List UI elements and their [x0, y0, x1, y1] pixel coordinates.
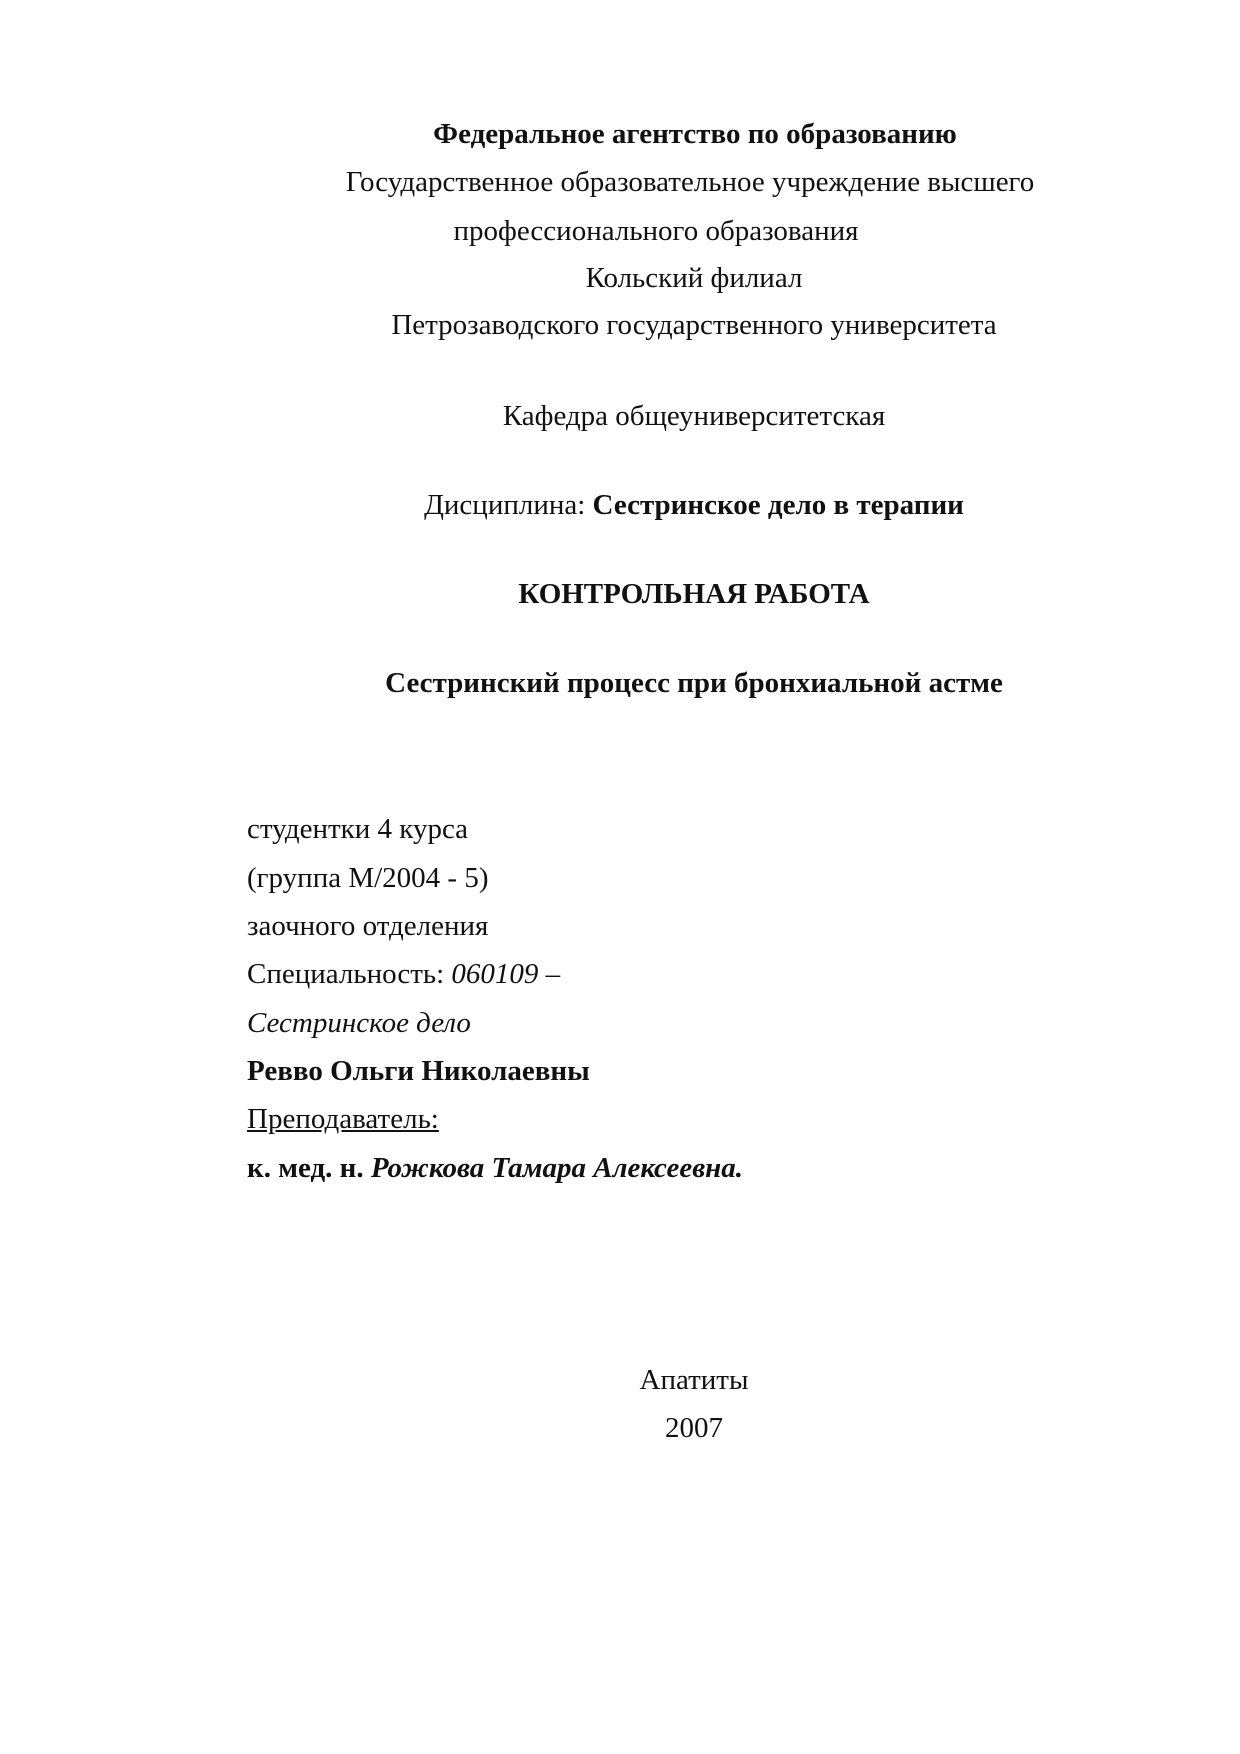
footer-year: 2007 [665, 1412, 723, 1444]
student-group: (группа М/2004 - 5) [247, 862, 489, 894]
student-form: заочного отделения [247, 910, 489, 942]
specialty-code: 060109 – [451, 958, 561, 990]
teacher-degree: к. мед. н. [247, 1152, 371, 1184]
topic-title: Сестринский процесс при бронхиальной астме [385, 667, 1003, 699]
department-line: Кафедра общеуниверситетская [502, 400, 886, 432]
university-line: Петрозаводского государственного университета [391, 309, 997, 341]
teacher-name: Рожкова Тамара Алексеевна. [370, 1152, 744, 1184]
work-type-title: КОНТРОЛЬНАЯ РАБОТА [518, 578, 870, 610]
institution-line-2: профессионального образования [453, 215, 859, 247]
footer-city: Апатиты [639, 1364, 749, 1396]
agency-heading: Федеральное агентство по образованию [433, 118, 957, 150]
specialty-label: Специальность: [247, 958, 452, 990]
specialty-line [247, 956, 560, 992]
student-course: студентки 4 курса [247, 813, 469, 845]
teacher-line [247, 1150, 743, 1186]
institution-line-1: Государственное образовательное учреждение высшего [345, 166, 1035, 198]
student-name: Ревво Ольги Николаевны [247, 1055, 590, 1087]
teacher-label: Преподаватель: [247, 1103, 439, 1135]
discipline-value: Сестринское дело в терапии [592, 489, 964, 521]
branch-line: Кольский филиал [585, 262, 803, 294]
discipline-line [424, 487, 964, 523]
discipline-label: Дисциплина: [424, 489, 593, 521]
specialty-name: Сестринское дело [247, 1007, 471, 1039]
